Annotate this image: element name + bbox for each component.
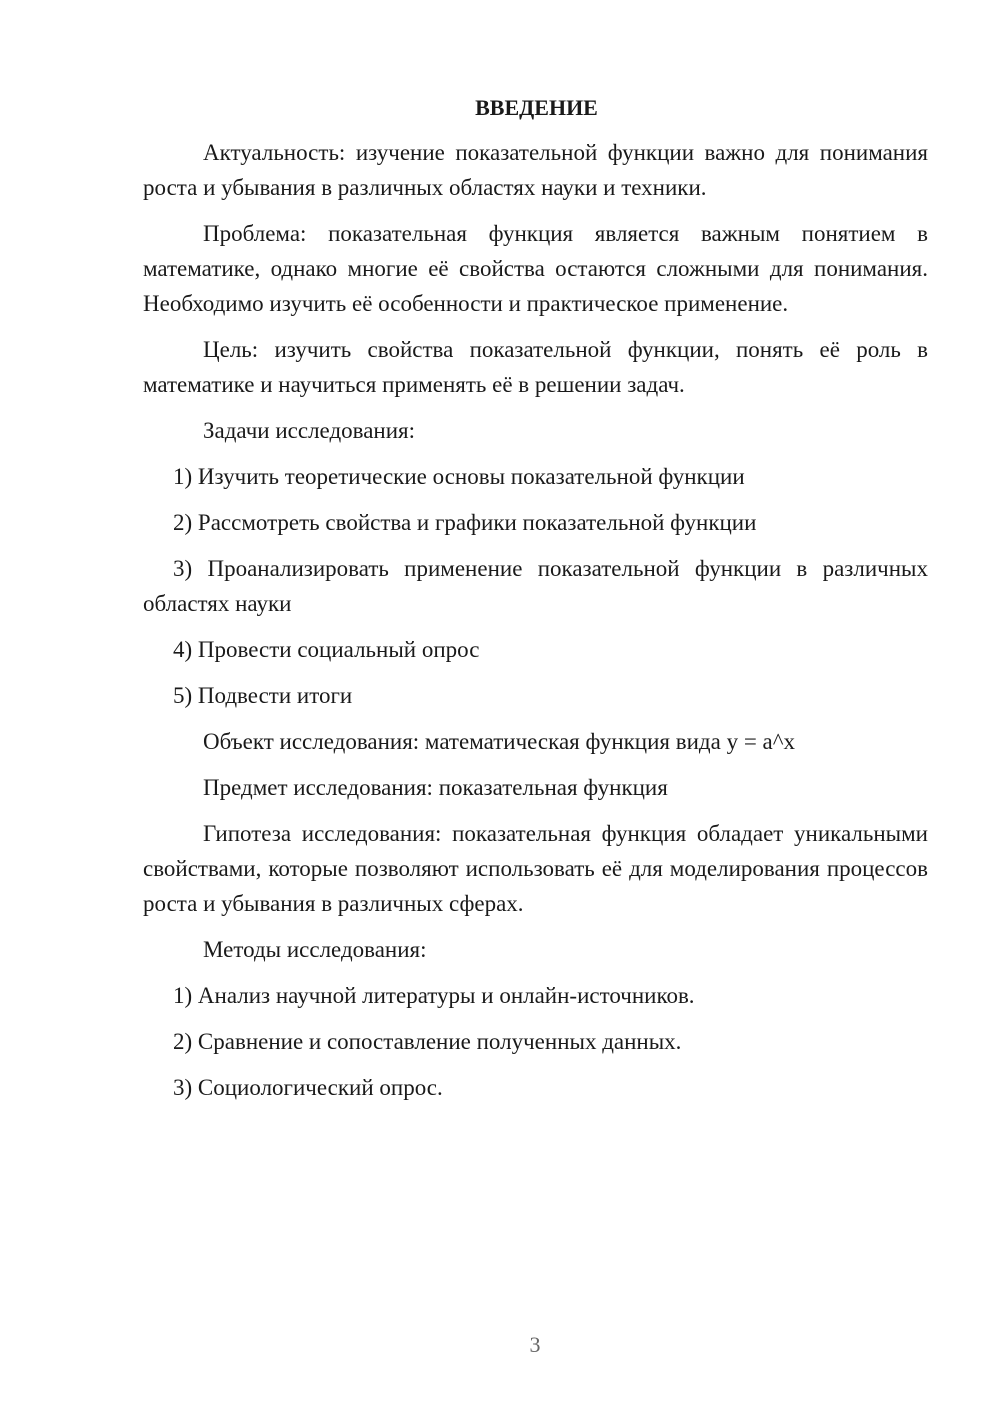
- object-paragraph: Объект исследования: математическая функция вида y = a^x: [203, 729, 796, 754]
- subject-paragraph: Предмет исследования: показательная функция: [203, 775, 668, 800]
- hypothesis-paragraph: Гипотеза исследования: показательная функция обладает уникальными свойствами, которые позволяют использовать её для моделирования процессов роста и убывания в различных сферах.: [143, 821, 928, 916]
- method-item: 3) Социологический опрос.: [173, 1075, 443, 1100]
- method-item: 2) Сравнение и сопоставление полученных данных.: [173, 1029, 682, 1054]
- document-body: [143, 90, 928, 1116]
- task-item: 3) Проанализировать применение показательной функции в различных областях науки: [143, 556, 928, 616]
- method-item: 1) Анализ научной литературы и онлайн-источников.: [173, 983, 695, 1008]
- page-number: 3: [529, 1332, 541, 1357]
- methods-heading: Методы исследования:: [203, 937, 427, 962]
- task-item: 4) Провести социальный опрос: [173, 637, 480, 662]
- relevance-paragraph: Актуальность: изучение показательной функции важно для понимания роста и убывания в различных областях науки и техники.: [143, 140, 928, 200]
- goal-paragraph: Цель: изучить свойства показательной функции, понять её роль в математике и научиться применять её в решении задач.: [143, 337, 928, 397]
- tasks-heading: Задачи исследования:: [203, 418, 416, 443]
- problem-paragraph: Проблема: показательная функция является важным понятием в математике, однако многие её свойства остаются сложными для понимания. Необходимо изучить её особенности и практическое применение.: [143, 221, 928, 316]
- task-item: 5) Подвести итоги: [173, 683, 353, 708]
- task-item: 1) Изучить теоретические основы показательной функции: [173, 464, 745, 489]
- section-title: ВВЕДЕНИЕ: [475, 95, 598, 120]
- task-item: 2) Рассмотреть свойства и графики показательной функции: [173, 510, 757, 535]
